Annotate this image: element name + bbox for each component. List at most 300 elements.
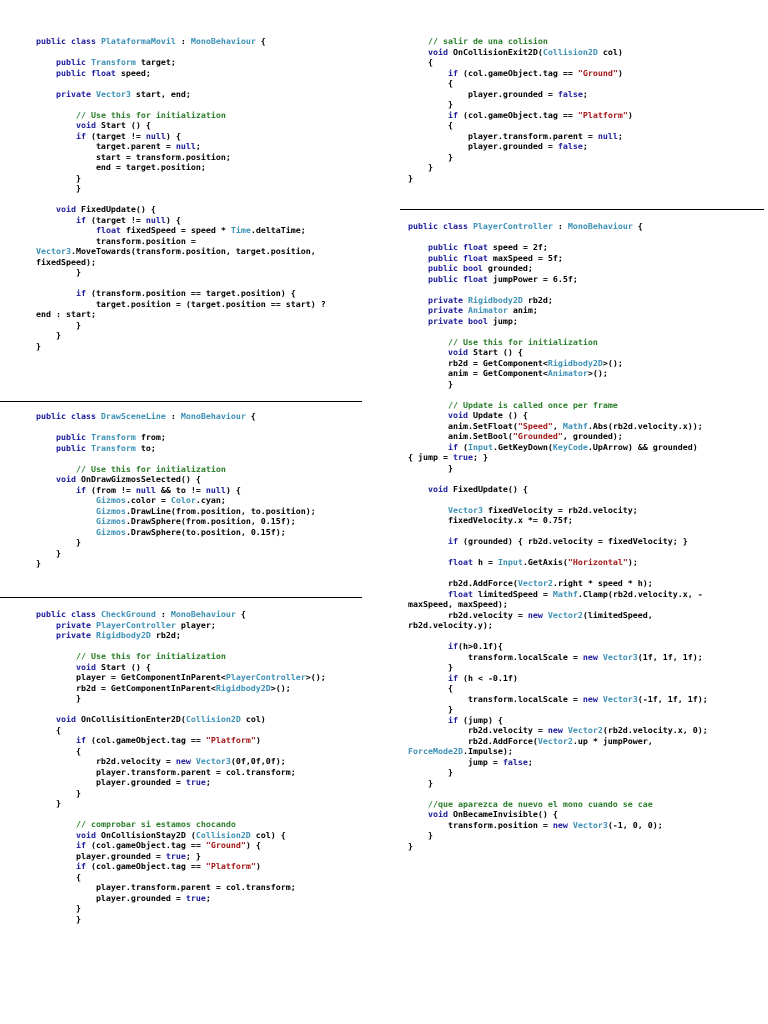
code-line <box>36 110 226 120</box>
code-token <box>36 89 56 99</box>
code-token <box>36 506 96 516</box>
code-token: } <box>408 704 453 714</box>
code-token: (transform.position == target.position) { <box>85 288 296 298</box>
code-token: maxSpeed, maxSpeed); <box>408 599 508 609</box>
code-token: end = target.position; <box>36 162 206 172</box>
code-token: } <box>36 267 81 277</box>
code-line <box>408 316 518 326</box>
code-token: ) <box>617 67 623 78</box>
keyword-token: null <box>135 484 156 495</box>
code-token: } <box>36 787 81 798</box>
code-token: ); <box>627 557 638 567</box>
code-token: OnCollisionExit2D( <box>447 46 543 57</box>
type-token: PlayerController <box>225 672 306 682</box>
code-token <box>408 47 428 57</box>
string-token: "Platform" <box>205 861 256 871</box>
keyword-token: public float <box>427 242 488 252</box>
type-token: Rigidbody2D <box>215 682 271 693</box>
code-line <box>408 610 653 620</box>
keyword-token: if <box>75 214 86 225</box>
code-token: } <box>36 913 81 924</box>
code-line <box>408 99 453 109</box>
type-token: KeyCode <box>552 441 588 452</box>
code-token: Start () { <box>95 661 151 672</box>
code-line <box>36 735 261 745</box>
code-line <box>408 620 493 630</box>
code-token <box>36 120 76 130</box>
code-token: start, end; <box>130 88 191 99</box>
keyword-token: private <box>55 88 96 99</box>
code-line <box>408 305 538 315</box>
code-line <box>408 809 558 819</box>
code-listing <box>408 221 764 851</box>
code-token: { <box>632 221 643 231</box>
code-line <box>36 746 81 756</box>
code-token: .right * speed * h); <box>552 578 653 588</box>
code-token: .Clamp(rb2d.velocity.x, - <box>577 588 703 599</box>
code-token: .GetAxis( <box>522 557 568 567</box>
code-line <box>408 242 548 252</box>
code-line <box>408 410 528 420</box>
code-token: } <box>36 172 81 183</box>
keyword-token: void <box>75 829 96 840</box>
code-line <box>36 495 226 505</box>
keyword-token: private <box>55 630 96 640</box>
code-token: FixedUpdate() { <box>447 483 528 494</box>
code-token: : <box>165 411 181 421</box>
code-token: (grounded) { rb2d.velocity = fixedVelocity; } <box>457 536 688 546</box>
code-line <box>36 68 151 78</box>
code-token: anim.SetBool( <box>408 431 513 441</box>
code-line <box>408 463 453 473</box>
code-token <box>408 641 448 651</box>
code-token <box>36 714 56 724</box>
code-token: fixedVelocity.x *= 0.75f; <box>408 515 573 525</box>
code-line <box>36 89 191 99</box>
type-token: Transform <box>90 57 136 67</box>
code-line <box>36 299 326 309</box>
code-token <box>36 443 56 453</box>
code-token <box>408 589 448 599</box>
code-token: >(); <box>305 672 326 682</box>
code-line <box>408 57 433 67</box>
code-token <box>408 110 448 120</box>
code-token <box>36 662 76 672</box>
code-token: rb2d = GetComponent< <box>408 357 548 368</box>
code-line <box>36 411 256 421</box>
keyword-token: void <box>427 483 448 494</box>
code-token <box>36 68 56 78</box>
type-token: Animator <box>547 368 588 378</box>
code-token: : <box>155 609 171 619</box>
code-token: anim = GetComponent< <box>408 368 548 378</box>
code-line <box>36 36 266 46</box>
type-token: Input <box>497 557 523 567</box>
code-token <box>408 347 448 357</box>
code-line <box>36 341 41 351</box>
code-line <box>408 263 533 273</box>
keyword-token: public <box>55 442 91 453</box>
code-token: ) { <box>245 840 261 850</box>
code-line <box>36 798 61 808</box>
code-token: (from != <box>85 484 136 495</box>
code-token: } <box>408 840 413 851</box>
code-line <box>408 557 638 567</box>
type-token: Color <box>170 495 196 505</box>
code-token: (col.gameObject.tag == <box>85 861 206 871</box>
code-line <box>36 651 226 661</box>
code-token <box>408 799 428 809</box>
code-token <box>408 715 448 725</box>
code-token: ) <box>255 735 261 745</box>
code-token: FixedUpdate() { <box>75 204 156 214</box>
keyword-token: public class <box>36 36 101 46</box>
keyword-token: new <box>552 819 573 830</box>
code-token: (target != <box>85 130 146 141</box>
code-line <box>408 746 513 756</box>
code-token: Update () { <box>467 410 528 420</box>
code-line <box>408 347 523 357</box>
code-token: player.transform.parent = col.transform; <box>36 766 296 777</box>
keyword-token: new <box>582 651 603 662</box>
code-token: .DrawSphere(to.position, 0.15f); <box>125 526 286 537</box>
type-token: PlayerController <box>472 221 553 231</box>
code-token: (col.gameObject.tag == <box>457 67 578 78</box>
code-token: (target != <box>85 214 146 225</box>
code-token: } <box>36 183 81 193</box>
keyword-token: void <box>55 714 76 724</box>
code-line <box>36 537 81 547</box>
code-token <box>36 495 96 505</box>
keyword-token: if <box>75 484 86 495</box>
code-token: (h>0.1f){ <box>457 641 503 651</box>
keyword-token: new <box>527 609 548 620</box>
code-token <box>408 337 448 347</box>
code-token <box>408 242 428 252</box>
code-line <box>408 400 618 410</box>
code-token: ; } <box>472 452 488 462</box>
code-line <box>408 173 413 183</box>
code-line <box>408 368 608 378</box>
code-line <box>36 819 236 829</box>
type-token: MonoBehaviour <box>170 609 236 619</box>
code-token: rb2d.velocity = <box>408 725 548 735</box>
code-token: grounded; <box>482 263 533 273</box>
code-line <box>36 162 206 172</box>
code-token: { <box>408 683 453 693</box>
code-token: ; <box>195 141 201 151</box>
code-token: start = transform.position; <box>36 151 231 162</box>
code-line <box>408 253 563 263</box>
code-line <box>408 358 623 368</box>
code-token: anim; <box>507 305 538 315</box>
code-token: anim.SetFloat( <box>408 420 518 431</box>
code-token: OnDrawGizmosSelected() { <box>75 474 201 484</box>
type-token: Transform <box>90 442 136 453</box>
code-line <box>36 320 81 330</box>
type-token: Time <box>230 225 251 235</box>
code-token: maxSpeed = 5f; <box>487 252 563 263</box>
code-token: } <box>408 151 453 162</box>
code-line <box>36 725 61 735</box>
code-token <box>36 204 56 214</box>
keyword-token: private <box>55 619 96 630</box>
code-token <box>408 442 448 452</box>
code-line <box>36 288 296 298</box>
keyword-token: public bool <box>427 263 483 273</box>
code-token: speed; <box>115 67 151 78</box>
code-token: ; } <box>185 850 201 861</box>
code-token: { <box>408 57 433 67</box>
string-token: "Horizontal" <box>567 557 628 567</box>
code-line <box>408 152 453 162</box>
type-token: PlataformaMovil <box>100 36 176 46</box>
code-line <box>36 683 291 693</box>
code-token <box>408 305 428 315</box>
keyword-token: public <box>55 57 91 67</box>
code-line <box>408 452 488 462</box>
player-controller-class <box>408 221 764 851</box>
code-line <box>36 330 61 340</box>
code-line <box>36 548 61 558</box>
code-line <box>408 515 573 525</box>
section-divider <box>400 209 764 210</box>
code-token: { jump = <box>408 452 453 462</box>
code-token: ) { <box>165 130 181 141</box>
string-token: "Platform" <box>577 109 628 120</box>
code-token: { <box>36 724 61 735</box>
code-line <box>408 421 703 431</box>
string-token: "Platform" <box>205 735 256 745</box>
code-token <box>36 840 76 850</box>
code-token <box>36 225 96 235</box>
code-line <box>36 558 41 568</box>
code-token: { <box>255 36 266 46</box>
type-token: Vector3 <box>602 693 638 704</box>
code-line <box>36 609 246 619</box>
keyword-token: void <box>427 809 448 819</box>
code-token: (-1f, 1f, 1f); <box>637 693 708 704</box>
code-token: (0f,0f,0f); <box>230 756 286 766</box>
code-token: { <box>36 745 81 756</box>
code-token: rb2d.AddForce( <box>408 578 518 588</box>
code-line <box>408 778 433 788</box>
keyword-token: false <box>557 141 583 151</box>
code-token <box>408 316 428 326</box>
code-line <box>408 295 553 305</box>
code-token: player.grounded = <box>36 777 186 787</box>
string-token: "Ground" <box>577 67 618 78</box>
code-token <box>36 288 76 298</box>
keyword-token: true <box>185 777 206 787</box>
code-token: ) { <box>165 214 181 225</box>
code-line <box>36 246 316 256</box>
keyword-token: void <box>447 347 468 357</box>
code-line <box>408 36 548 46</box>
code-token: Start () { <box>467 347 523 357</box>
code-token <box>36 651 76 661</box>
code-token: ; <box>205 892 211 903</box>
code-token: } <box>408 777 433 788</box>
code-line <box>408 725 708 735</box>
code-token: fixedVelocity = rb2d.velocity; <box>482 504 638 515</box>
code-token: player.grounded = <box>36 892 186 903</box>
code-token: OnBecameInvisible() { <box>447 809 558 819</box>
code-listing <box>36 411 362 569</box>
type-token: MonoBehaviour <box>180 411 246 421</box>
code-line <box>36 767 296 777</box>
code-token: >(); <box>587 368 608 378</box>
code-token: (rb2d.velocity.x, 0); <box>602 725 708 735</box>
code-line <box>408 820 663 830</box>
code-listing <box>36 36 362 351</box>
keyword-token: public float <box>427 273 488 284</box>
keyword-token: if <box>447 641 458 651</box>
keyword-token: if <box>447 536 458 546</box>
code-token <box>36 861 76 871</box>
code-token <box>408 484 428 494</box>
code-line <box>36 173 81 183</box>
code-token <box>408 253 428 263</box>
comment-token: // Update is called once per frame <box>447 399 618 410</box>
code-line <box>408 662 453 672</box>
code-token <box>408 536 448 546</box>
code-line <box>408 162 433 172</box>
keyword-token: void <box>75 120 96 130</box>
code-line <box>408 221 643 231</box>
code-token: player.transform.parent = col.transform; <box>36 882 296 892</box>
code-token: rb2d = GetComponentInParent< <box>36 682 216 693</box>
section-divider <box>0 597 362 598</box>
code-token <box>408 36 428 46</box>
type-token: Vector3 <box>95 88 131 99</box>
code-line <box>36 914 81 924</box>
code-line <box>36 506 316 516</box>
code-line <box>408 505 638 515</box>
code-token <box>36 57 56 67</box>
code-token: ) <box>627 109 633 120</box>
code-token <box>408 295 428 305</box>
keyword-token: public class <box>36 609 101 619</box>
keyword-token: private <box>427 294 468 305</box>
code-line <box>408 767 453 777</box>
code-line <box>36 131 181 141</box>
keyword-token: void <box>55 474 76 484</box>
keyword-token: if <box>447 109 458 120</box>
code-token: fixedSpeed); <box>36 256 96 267</box>
code-token <box>408 505 448 515</box>
code-token <box>408 557 448 567</box>
code-token: target.parent = <box>36 141 176 151</box>
code-token: (col.gameObject.tag == <box>85 840 206 850</box>
type-token: Collision2D <box>195 829 251 840</box>
code-token: rb2d; <box>522 294 553 305</box>
code-line <box>408 379 453 389</box>
code-token: } <box>408 162 433 172</box>
code-line <box>36 777 211 787</box>
code-token <box>408 673 448 683</box>
code-line <box>408 673 518 683</box>
keyword-token: null <box>145 130 166 141</box>
code-line <box>36 141 201 151</box>
code-token <box>36 830 76 840</box>
code-token: .deltaTime; <box>250 225 306 235</box>
code-line <box>36 236 196 246</box>
code-token: } <box>408 99 453 109</box>
code-line <box>36 257 96 267</box>
keyword-token: null <box>175 141 196 151</box>
code-line <box>408 694 708 704</box>
code-token: ) { <box>225 484 241 495</box>
keyword-token: public class <box>36 411 101 421</box>
type-token: ForceMode2D <box>408 746 463 756</box>
code-token: rb2d.AddForce( <box>408 735 538 746</box>
code-token: .DrawSphere(from.position, 0.15f); <box>125 516 296 526</box>
keyword-token: true <box>452 452 473 462</box>
section-divider <box>0 401 362 402</box>
code-token: } <box>36 798 61 808</box>
code-token: , <box>552 420 563 431</box>
code-line <box>408 431 623 441</box>
code-token: .Impulse); <box>462 746 513 756</box>
code-token: } <box>36 558 41 568</box>
code-line <box>36 225 306 235</box>
code-line <box>36 872 81 882</box>
code-token <box>408 400 448 410</box>
code-token: .cyan; <box>195 495 226 505</box>
code-token: player.grounded = <box>408 88 558 99</box>
code-token: transform.localScale = <box>408 693 583 704</box>
keyword-token: false <box>557 88 583 99</box>
keyword-token: float <box>447 588 473 599</box>
type-token: Vector3 <box>447 504 483 515</box>
code-line <box>408 715 503 725</box>
code-token: rb2d; <box>150 630 181 640</box>
code-token <box>36 110 76 120</box>
code-token: : <box>175 36 191 46</box>
keyword-token: new <box>582 693 603 704</box>
code-token: rb2d.velocity = <box>408 609 528 620</box>
code-line <box>36 620 216 630</box>
code-token <box>36 735 76 745</box>
code-token <box>36 432 56 442</box>
keyword-token: void <box>75 661 96 672</box>
keyword-token: if <box>447 714 458 725</box>
type-token: Gizmos <box>95 526 126 537</box>
code-line <box>408 599 508 609</box>
code-token: player.transform.parent = <box>408 130 598 141</box>
keyword-token: void <box>55 204 76 214</box>
code-token: col) <box>597 46 623 57</box>
code-token: (1f, 1f, 1f); <box>637 651 703 662</box>
type-token: Animator <box>467 305 508 315</box>
keyword-token: public <box>55 432 91 442</box>
code-token: jump; <box>487 315 518 326</box>
code-token: } <box>36 319 81 330</box>
type-token: MonoBehaviour <box>190 36 256 46</box>
code-token: ; <box>617 130 623 141</box>
code-token: (limitedSpeed, <box>582 609 653 620</box>
comment-token: // Use this for initialization <box>75 109 226 120</box>
code-token: (col.gameObject.tag == <box>457 109 578 120</box>
code-line <box>408 110 633 120</box>
code-token: OnCollisitionEnter2D( <box>75 714 186 724</box>
code-line <box>408 536 688 546</box>
code-line <box>408 652 703 662</box>
type-token: Collision2D <box>542 46 598 57</box>
code-token: rb2d.velocity = <box>36 756 176 766</box>
code-token: } <box>408 172 413 183</box>
